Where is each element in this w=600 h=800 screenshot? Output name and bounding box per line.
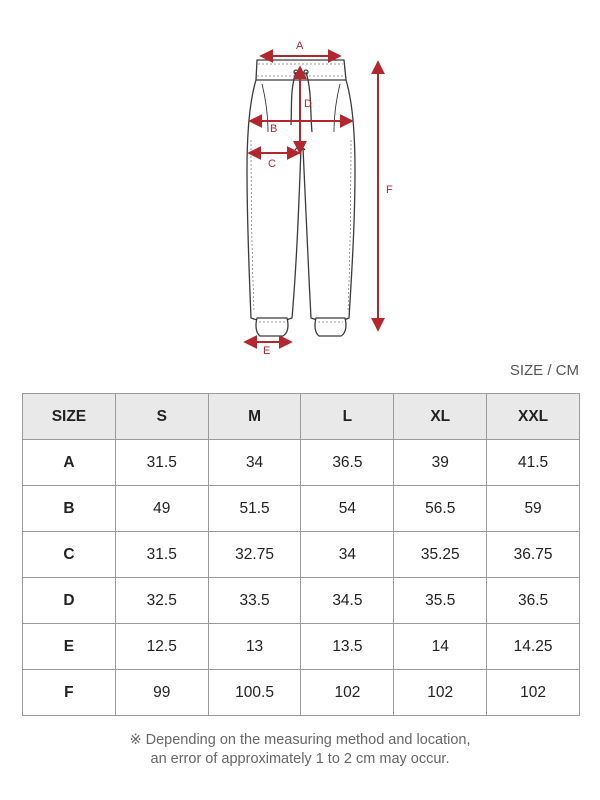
header-l: L — [301, 394, 394, 440]
table-cell: 32.75 — [208, 532, 301, 578]
label-f: F — [386, 184, 393, 196]
table-row — [23, 486, 580, 532]
table-cell: 39 — [394, 440, 487, 486]
label-e: E — [263, 345, 271, 357]
table-cell: 34 — [301, 532, 394, 578]
unit-label: SIZE / CM — [509, 362, 579, 379]
table-cell: 102 — [394, 670, 487, 716]
table-cell: 31.5 — [115, 532, 208, 578]
pants-diagram — [0, 0, 600, 365]
size-table — [22, 393, 580, 716]
row-label: E — [23, 624, 116, 670]
table-cell: 49 — [115, 486, 208, 532]
table-cell: 100.5 — [208, 670, 301, 716]
header-size: SIZE — [23, 394, 116, 440]
table-cell: 56.5 — [394, 486, 487, 532]
header-s: S — [115, 394, 208, 440]
row-label: F — [23, 670, 116, 716]
row-label: B — [23, 486, 116, 532]
table-cell: 41.5 — [487, 440, 580, 486]
row-label: A — [23, 440, 116, 486]
table-cell: 13 — [208, 624, 301, 670]
header-m: M — [208, 394, 301, 440]
table-row — [23, 578, 580, 624]
footnote-line-1: ※ Depending on the measuring method and location, — [129, 732, 471, 748]
table-row — [23, 670, 580, 716]
label-a: A — [296, 40, 304, 52]
table-cell: 99 — [115, 670, 208, 716]
footnote — [0, 731, 600, 769]
table-cell: 12.5 — [115, 624, 208, 670]
table-cell: 14 — [394, 624, 487, 670]
row-label: D — [23, 578, 116, 624]
pants-illustration — [0, 0, 600, 365]
table-cell: 54 — [301, 486, 394, 532]
table-cell: 102 — [487, 670, 580, 716]
table-cell: 32.5 — [115, 578, 208, 624]
label-c: C — [268, 158, 276, 170]
table-cell: 13.5 — [301, 624, 394, 670]
table-cell: 34 — [208, 440, 301, 486]
label-d: D — [304, 98, 312, 110]
table-cell: 59 — [487, 486, 580, 532]
table-cell: 36.5 — [301, 440, 394, 486]
table-cell: 35.25 — [394, 532, 487, 578]
measurement-arrows — [246, 56, 378, 342]
table-row — [23, 440, 580, 486]
table-cell: 33.5 — [208, 578, 301, 624]
table-cell: 31.5 — [115, 440, 208, 486]
table-cell: 36.75 — [487, 532, 580, 578]
header-xxl: XXL — [487, 394, 580, 440]
row-label: C — [23, 532, 116, 578]
table-row — [23, 532, 580, 578]
table-cell: 35.5 — [394, 578, 487, 624]
table-row — [23, 624, 580, 670]
footnote-line-2: an error of approximately 1 to 2 cm may occur. — [150, 751, 450, 767]
table-cell: 36.5 — [487, 578, 580, 624]
table-cell: 34.5 — [301, 578, 394, 624]
label-b: B — [270, 123, 278, 135]
table-cell: 51.5 — [208, 486, 301, 532]
header-xl: XL — [394, 394, 487, 440]
table-header-row — [23, 394, 580, 440]
table-cell: 14.25 — [487, 624, 580, 670]
table-cell: 102 — [301, 670, 394, 716]
